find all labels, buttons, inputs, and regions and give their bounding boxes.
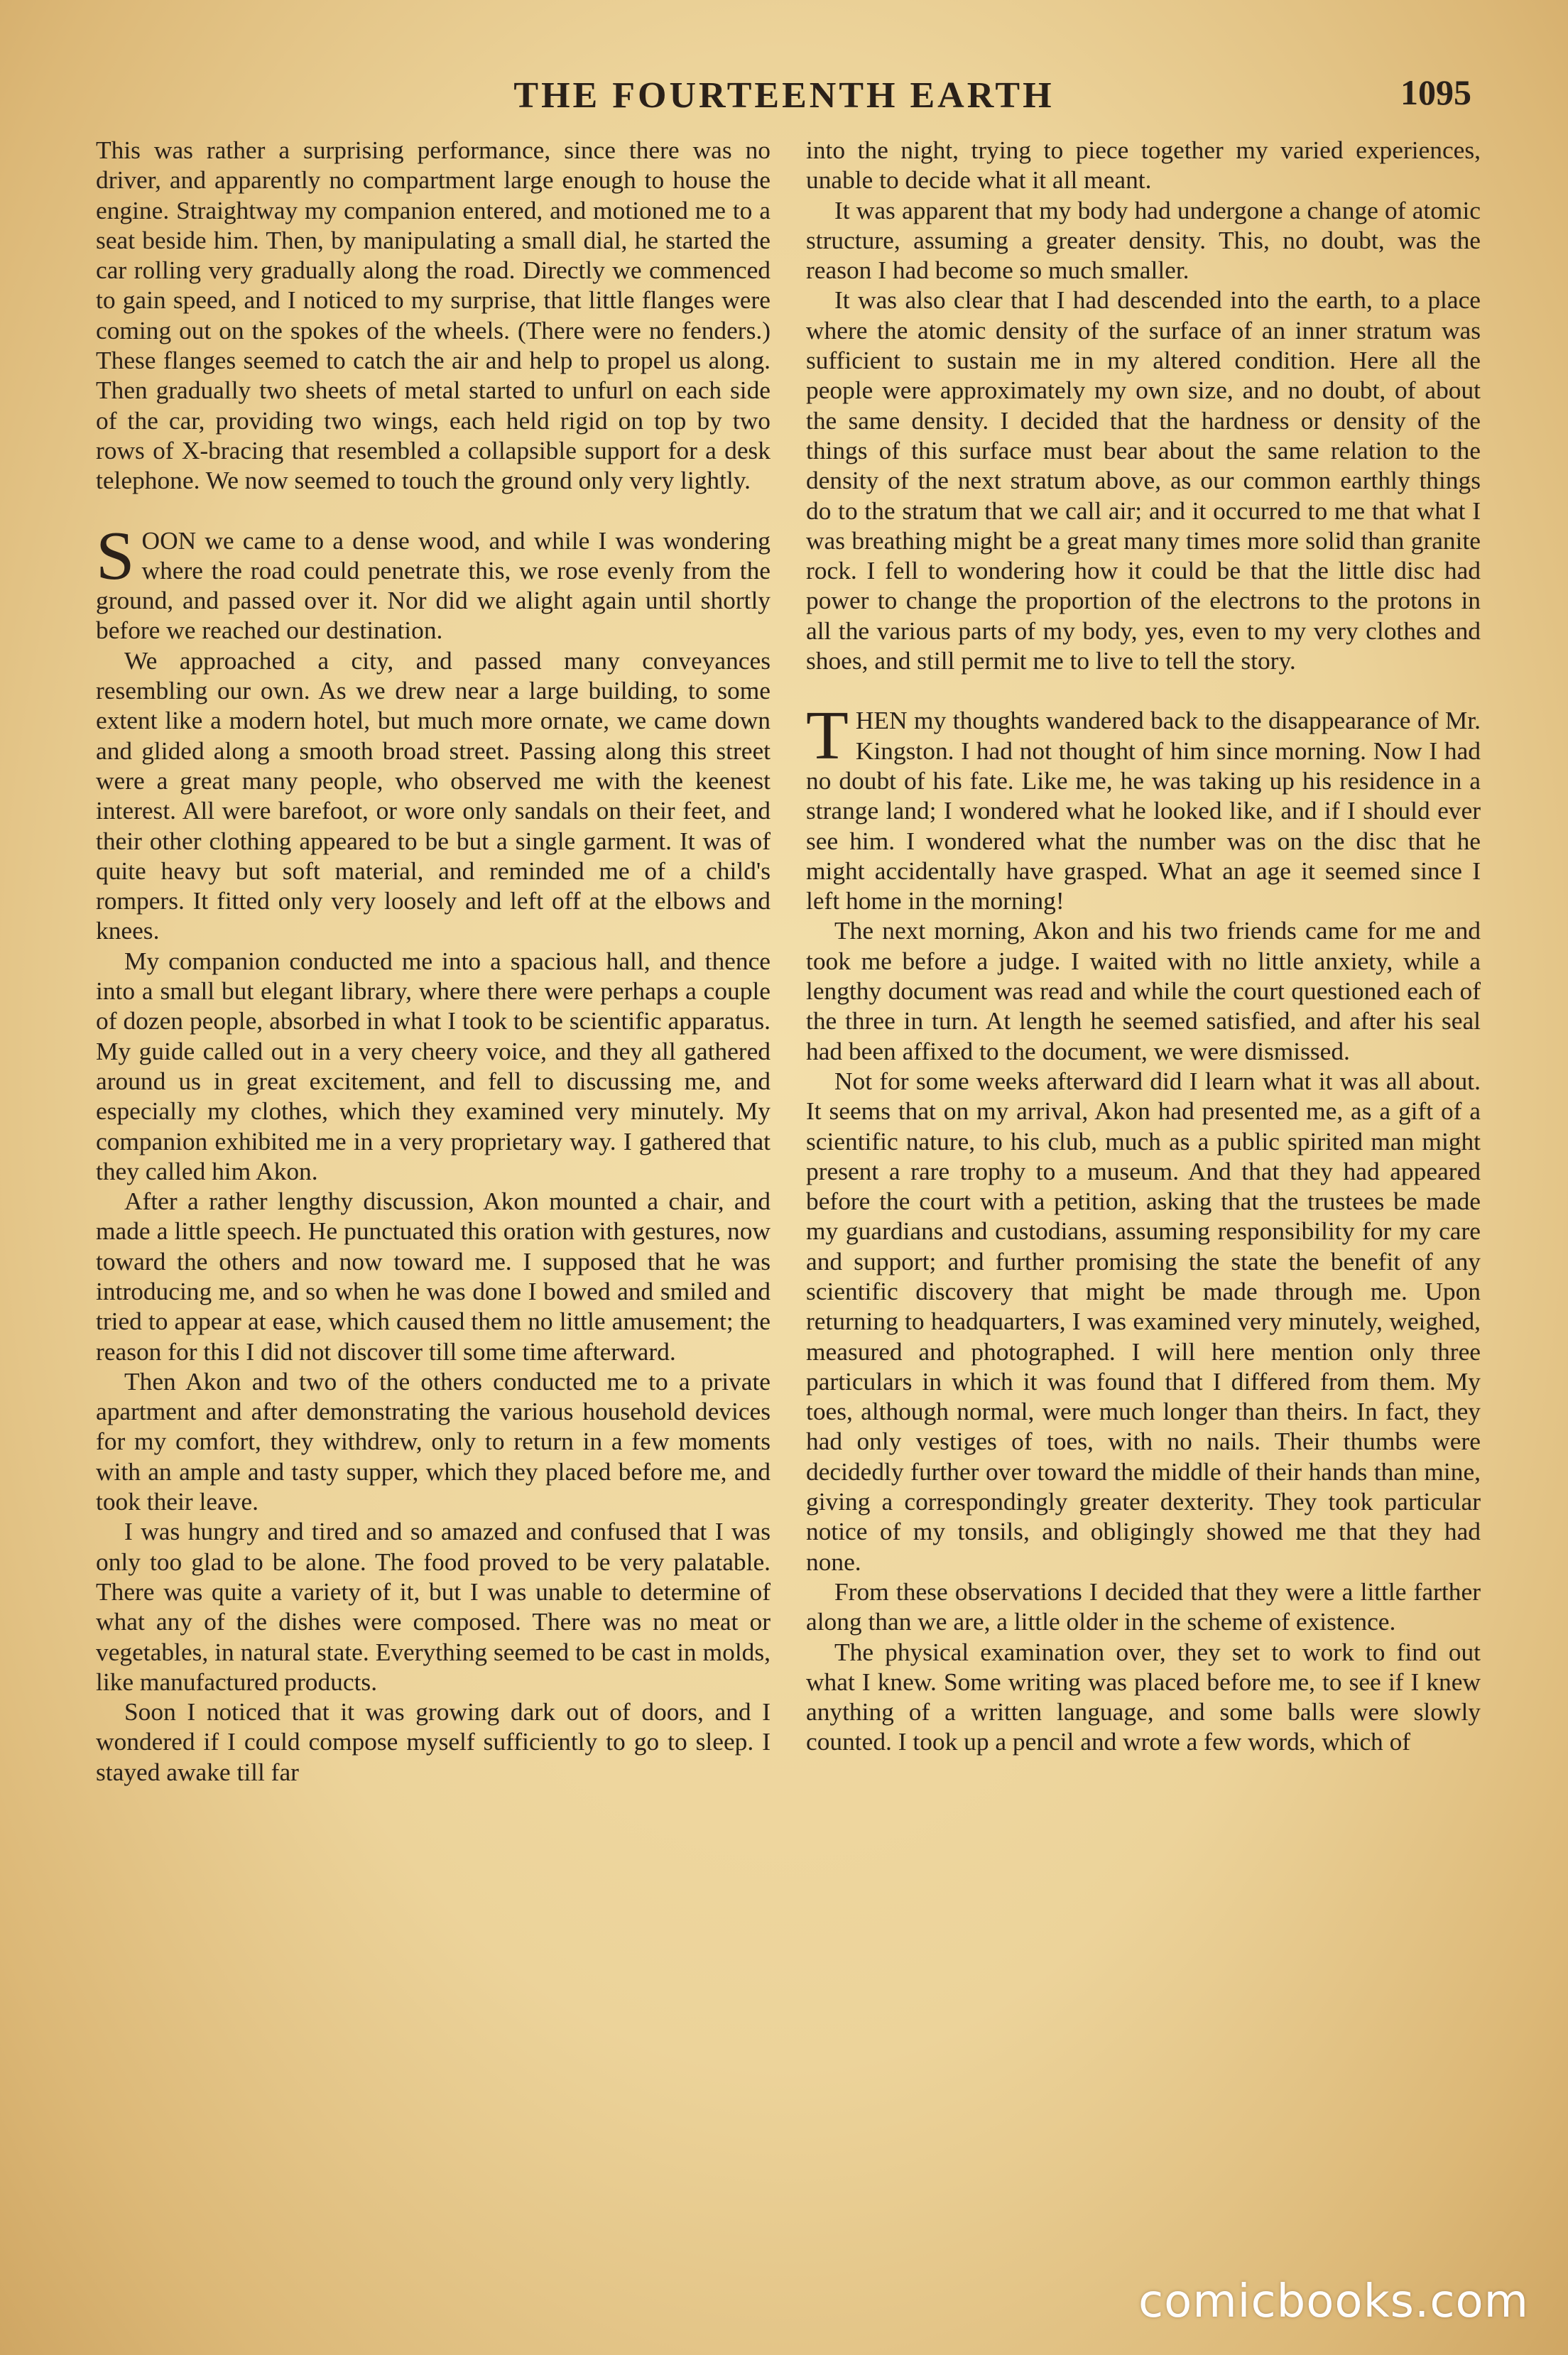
paragraph: The next morning, Akon and his two friends came for me and took me before a judge. I waited with no little anxiety, while a lengthy document was read and while the court questioned each of the three in turn. At length he seemed satisfied, and after his seal had been affixed to the document, we were dismissed. bbox=[806, 916, 1481, 1065]
paragraph-text: HEN my thoughts wandered back to the disappearance of Mr. Kingston. I had not thought of him since morning. Now I had no doubt of his fate. Like me, he was taking up his residence in a strange land; I wondered what he looked like, and if I should ever see him. I wondered what the number was on the disc that he might accidentally have grasped. What an age it seemed since I left home in the morning! bbox=[806, 706, 1481, 915]
drop-cap: S bbox=[96, 517, 135, 594]
paragraph: After a rather lengthy discussion, Akon mounted a chair, and made a little speech. He punctuated this oration with gestures, now toward the others and now toward me. I supposed that he was introducing me, and so when he was done I bowed and smiled and tried to appear at ease, which caused them no little amusement; the reason for this I did not discover till some time afterward. bbox=[96, 1187, 771, 1366]
paragraph: It was also clear that I had descended into the earth, to a place where the atomic density of the surface of an inner stratum was sufficient to sustain me in my altered condition. Here all the people were approximately my own size, and no doubt, of about the same density. I decided that the hardness or density of the things of this surface must bear about the same relation to the density of the next stratum above, as our common earthly things do to the stratum that we call air; and it occurred to me that what I was breathing might be a great many times more solid than granite rock. I fell to wondering how it could be that the little disc had power to change the proportion of the electrons to the protons in all the various parts of my body, yes, even to my very clothes and shoes, and still permit me to live to tell the story. bbox=[806, 285, 1481, 675]
paragraph-text: OON we came to a dense wood, and while I was wondering where the road could penetrate this, we rose evenly from the ground, and passed over it. Nor did we alight again until shortly before we reached our destination. bbox=[96, 526, 771, 645]
section-paragraph bbox=[96, 517, 771, 646]
site-watermark: comicbooks.com bbox=[1138, 2275, 1529, 2328]
section-paragraph bbox=[806, 697, 1481, 915]
paragraph: We approached a city, and passed many conveyances resembling our own. As we drew near a large building, to some extent like a modern hotel, but much more ornate, we came down and glided along a smooth broad street. Passing along this street were a great many people, who observed me with the keenest interest. All were barefoot, or wore only sandals on their feet, and their other clothing appeared to be but a single garment. It was of quite heavy but soft material, and reminded me of a child's rompers. It fitted only very loosely and left off at the elbows and knees. bbox=[96, 646, 771, 945]
right-column bbox=[806, 135, 1481, 1757]
paragraph: This was rather a surprising performance, since there was no driver, and apparently no compartment large enough to house the engine. Straightway my companion entered, and motioned me to a seat beside him. Then, by manipulating a small dial, he started the car rolling very gradually along the road. Directly we commenced to gain speed, and I noticed to my surprise, that little flanges were coming out on the spokes of the wheels. (There were no fenders.) These flanges seemed to catch the air and help to propel us along. Then gradually two sheets of metal started to unfurl on each side of the car, providing two wings, each held rigid on top by two rows of X-bracing that resembled a collapsible support for a desk telephone. We now seemed to touch the ground only very lightly. bbox=[96, 136, 771, 495]
paragraph: into the night, trying to piece together my varied experiences, unable to decide what it all meant. bbox=[806, 136, 1481, 195]
paragraph: It was apparent that my body had undergone a change of atomic structure, assuming a greater density. This, no doubt, was the reason I had become so much smaller. bbox=[806, 195, 1481, 285]
paragraph: Not for some weeks afterward did I learn what it was all about. It seems that on my arrival, Akon had presented me, as a gift of a scientific nature, to his club, much as a public spirited man might present a rare trophy to a museum. And that they had appeared before the court with a petition, asking that the trustees be made my guardians and custodians, assuming responsibility for my care and support; and further promising the state the benefit of any scientific discovery that might be made through me. Upon returning to headquarters, I was examined very minutely, weighed, measured and photographed. I will here mention only three particulars in which it was found that I differed from them. My toes, although normal, were much longer than theirs. In fact, they had only vestiges of toes, with no nails. Their thumbs were decidedly further over toward the middle of their hands than mine, giving a correspondingly greater dexterity. They took particular notice of my tonsils, and obligingly showed me that they had none. bbox=[806, 1066, 1481, 1576]
drop-cap: T bbox=[806, 697, 849, 775]
paragraph: My companion conducted me into a spacious hall, and thence into a small but elegant library, where there were perhaps a couple of dozen people, absorbed in what I took to be scientific apparatus. My guide called out in a very cheery voice, and they all gathered around us in great excitement, and fell to discussing me, and especially my clothes, which they examined very minutely. My companion exhibited me in a very proprietary way. I gathered that they called him Akon. bbox=[96, 946, 771, 1185]
paragraph: Soon I noticed that it was growing dark out of doors, and I wondered if I could compose myself sufficiently to go to sleep. I stayed awake till far bbox=[96, 1697, 771, 1786]
page-number: 1095 bbox=[1400, 72, 1471, 112]
paragraph: Then Akon and two of the others conducted me to a private apartment and after demonstrating the various household devices for my comfort, they withdrew, only to return in a few moments with an ample and tasty supper, which they placed before me, and took their leave. bbox=[96, 1366, 771, 1516]
paragraph: I was hungry and tired and so amazed and confused that I was only too glad to be alone. The food proved to be very palatable. There was quite a variety of it, but I was unable to determine of what any of the dishes were composed. There was no meat or vegetables, in natural state. Everything seemed to be cast in molds, like manufactured products. bbox=[96, 1517, 771, 1696]
running-title: THE FOURTEENTH EARTH bbox=[513, 75, 1055, 116]
paragraph: The physical examination over, they set to work to find out what I knew. Some writing was placed before me, to see if I knew anything of a written language, and some balls were slowly counted. I took up a pencil and wrote a few words, which of bbox=[806, 1637, 1481, 1756]
left-column bbox=[96, 135, 771, 1787]
paragraph: From these observations I decided that they were a little farther along than we are, a little older in the scheme of existence. bbox=[806, 1577, 1481, 1636]
page-header bbox=[0, 67, 1568, 124]
